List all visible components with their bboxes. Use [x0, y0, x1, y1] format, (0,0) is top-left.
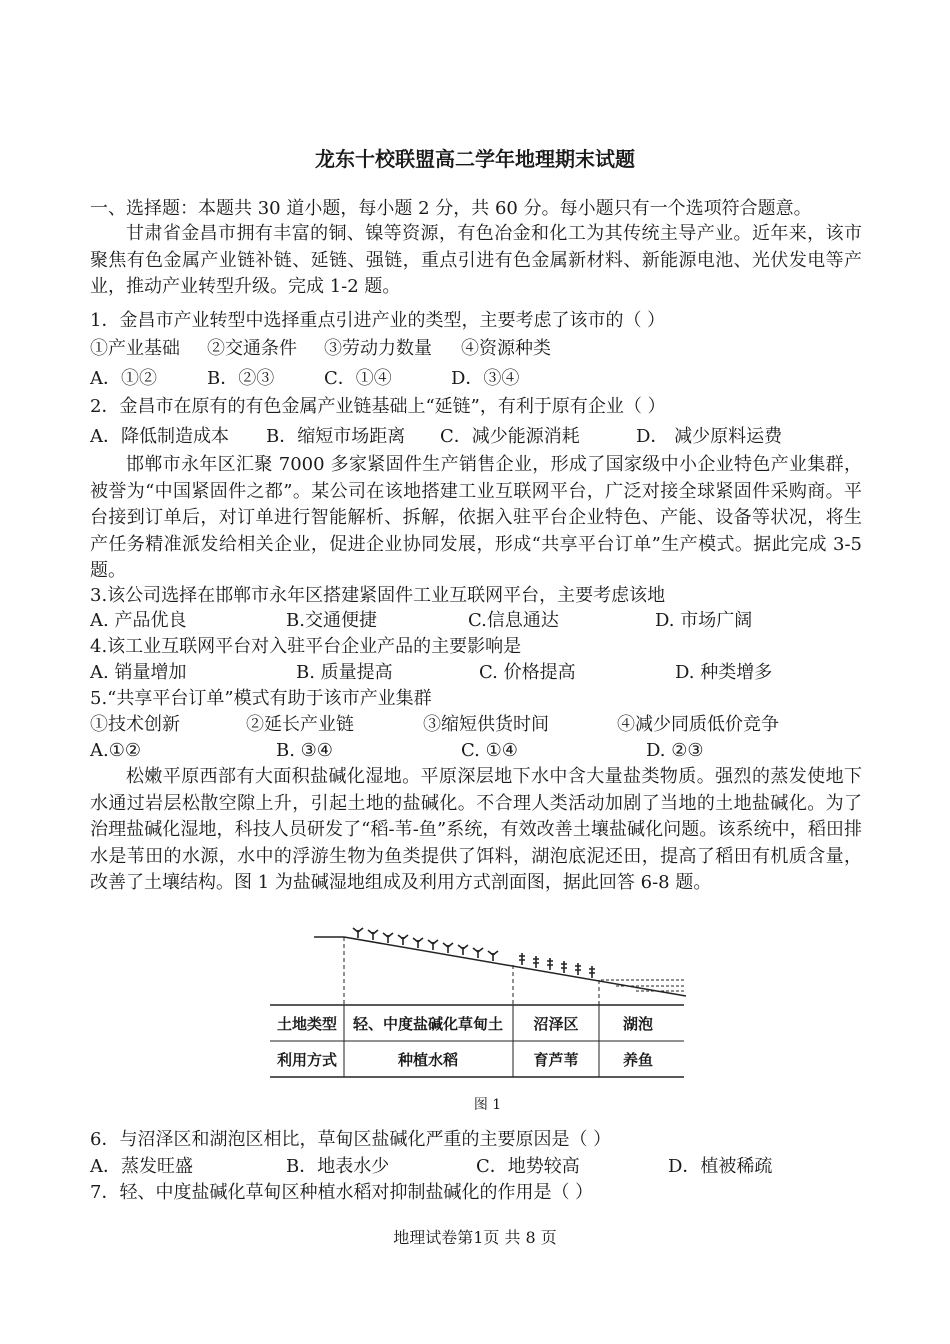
- question-2-stem: 2．金昌市在原有的有色金属产业链基础上“延链”，有利于原有企业（ ）: [90, 396, 666, 417]
- question-5-items: [90, 712, 870, 738]
- question-2-options: [90, 424, 870, 450]
- question-1-item: ②交通条件: [207, 338, 297, 359]
- question-2-option-d[interactable]: D． 减少原料运费: [636, 426, 783, 447]
- question-4-option-a[interactable]: A. 销量增加: [90, 662, 187, 683]
- question-2-option-a[interactable]: A．降低制造成本: [90, 426, 229, 447]
- question-6-option-c[interactable]: C．地势较高: [476, 1156, 580, 1177]
- question-2-option-c[interactable]: C．减少能源消耗: [440, 426, 580, 447]
- question-1-item: ④资源种类: [461, 338, 551, 359]
- question-2-option-b[interactable]: B．缩短市场距离: [266, 426, 406, 447]
- question-1-option-a[interactable]: A．①②: [90, 368, 157, 389]
- passage-2: 邯郸市永年区汇聚 7000 多家紧固件生产销售企业，形成了国家级中小企业特色产业集群，被誉为“中国紧固件之都”。某公司在该地搭建工业互联网平台，广泛对接全球紧固件采购商。平台接到订单后，对订单进行智能解析、拆解，依据入驻平台企业特色、产能、设备等状况，将生产任务精准派发给相关企业，促进企业协同发展，形成“共享平台订单”生产模式。据此完成 3-5 题。: [90, 454, 862, 581]
- question-4-options: [90, 660, 870, 686]
- question-5-options: [90, 738, 870, 764]
- question-4-option-b[interactable]: B. 质量提高: [296, 662, 393, 683]
- question-6-options: [90, 1154, 870, 1180]
- question-3-option-b[interactable]: B.交通便捷: [286, 610, 377, 631]
- question-3-option-c[interactable]: C.信息通达: [468, 610, 559, 631]
- figure-cell: 湖泡: [622, 1015, 654, 1033]
- question-1-options: [90, 366, 870, 392]
- question-1-item: ①产业基础: [90, 338, 180, 359]
- figure-cell: 轻、中度盐碱化草甸土: [352, 1015, 504, 1033]
- question-5-stem: 5.“共享平台订单”模式有助于该市产业集群: [90, 688, 432, 709]
- figure-row2-label: 利用方式: [276, 1051, 338, 1069]
- figure-cell: 种植水稻: [397, 1051, 459, 1069]
- figure-cell: 沼泽区: [533, 1015, 579, 1033]
- question-5-option-b[interactable]: B. ③④: [276, 740, 333, 761]
- question-6-option-d[interactable]: D．植被稀疏: [668, 1156, 773, 1177]
- figure-cell: 养鱼: [622, 1051, 654, 1069]
- question-3-option-d[interactable]: D. 市场广阔: [655, 610, 753, 631]
- question-6-option-a[interactable]: A．蒸发旺盛: [90, 1156, 193, 1177]
- question-5-item: ②延长产业链: [246, 714, 354, 735]
- question-5-item: ④减少同质低价竞争: [617, 714, 779, 735]
- question-4-option-c[interactable]: C. 价格提高: [479, 662, 576, 683]
- question-1-items: [90, 336, 870, 362]
- question-3-option-a[interactable]: A. 产品优良: [90, 610, 187, 631]
- question-3-options: [90, 608, 870, 634]
- question-3-stem: 3.该公司选择在邯郸市永年区搭建紧固件工业互联网平台，主要考虑该地: [90, 585, 666, 606]
- figure-row1-label: 土地类型: [276, 1015, 338, 1033]
- question-1-option-d[interactable]: D．③④: [451, 368, 520, 389]
- question-5-item: ③缩短供货时间: [423, 714, 549, 735]
- salt-marsh-profile-figure: [266, 925, 696, 1085]
- ground-slope: [344, 937, 686, 996]
- question-5-item: ①技术创新: [90, 714, 180, 735]
- question-1-item: ③劳动力数量: [324, 338, 432, 359]
- figure-cell: 育芦苇: [533, 1051, 579, 1069]
- passage-1: 甘肃省金昌市拥有丰富的铜、镍等资源，有色冶金和化工为其传统主导产业。近年来，该市聚焦有色金属产业链补链、延链、强链，重点引进有色金属新材料、新能源电池、光伏发电等产业，推动产业转型升级。完成 1-2 题。: [90, 223, 862, 297]
- question-5-option-d[interactable]: D. ②③: [646, 740, 704, 761]
- question-5-option-c[interactable]: C. ①④: [461, 740, 518, 761]
- question-6-stem: 6．与沼泽区和湖泡区相比，草甸区盐碱化严重的主要原因是（ ）: [90, 1129, 612, 1150]
- question-1-stem: 1．金昌市产业转型中选择重点引进产业的类型，主要考虑了该市的（ ）: [90, 310, 666, 331]
- question-4-option-d[interactable]: D. 种类增多: [675, 662, 773, 683]
- passage-3: 松嫩平原西部有大面积盐碱化湿地。平原深层地下水中含大量盐类物质。强烈的蒸发使地下水通过岩层松散空隙上升，引起土地的盐碱化。不合理人类活动加剧了当地的土地盐碱化。为了治理盐碱化湿地，科技人员研发了“稻-苇-鱼”系统，有效改善土壤盐碱化问题。该系统中，稻田排水是苇田的水源，水中的浮游生物为鱼类提供了饵料，湖泡底泥还田，提高了稻田有机质含量，改善了土壤结构。图 1 为盐碱湿地组成及利用方式剖面图，据此回答 6-8 题。: [90, 766, 862, 893]
- question-1-option-c[interactable]: C．①④: [324, 368, 392, 389]
- question-7-stem: 7．轻、中度盐碱化草甸区种植水稻对抑制盐碱化的作用是（ ）: [90, 1182, 594, 1203]
- page-footer: 地理试卷第1页 共 8 页: [393, 1228, 557, 1247]
- question-6-option-b[interactable]: B．地表水少: [286, 1156, 390, 1177]
- figure-caption: 图 1: [473, 1097, 502, 1113]
- page-title: 龙东十校联盟高二学年地理期末试题: [315, 147, 635, 171]
- question-4-stem: 4.该工业互联网平台对入驻平台企业产品的主要影响是: [90, 636, 522, 657]
- question-5-option-a[interactable]: A.①②: [90, 740, 141, 761]
- question-1-option-b[interactable]: B．②③: [207, 368, 275, 389]
- section-heading: 一、选择题：本题共 30 道小题，每小题 2 分，共 60 分。每小题只有一个选项符合题意。: [90, 198, 812, 219]
- rice-plants: [353, 928, 498, 961]
